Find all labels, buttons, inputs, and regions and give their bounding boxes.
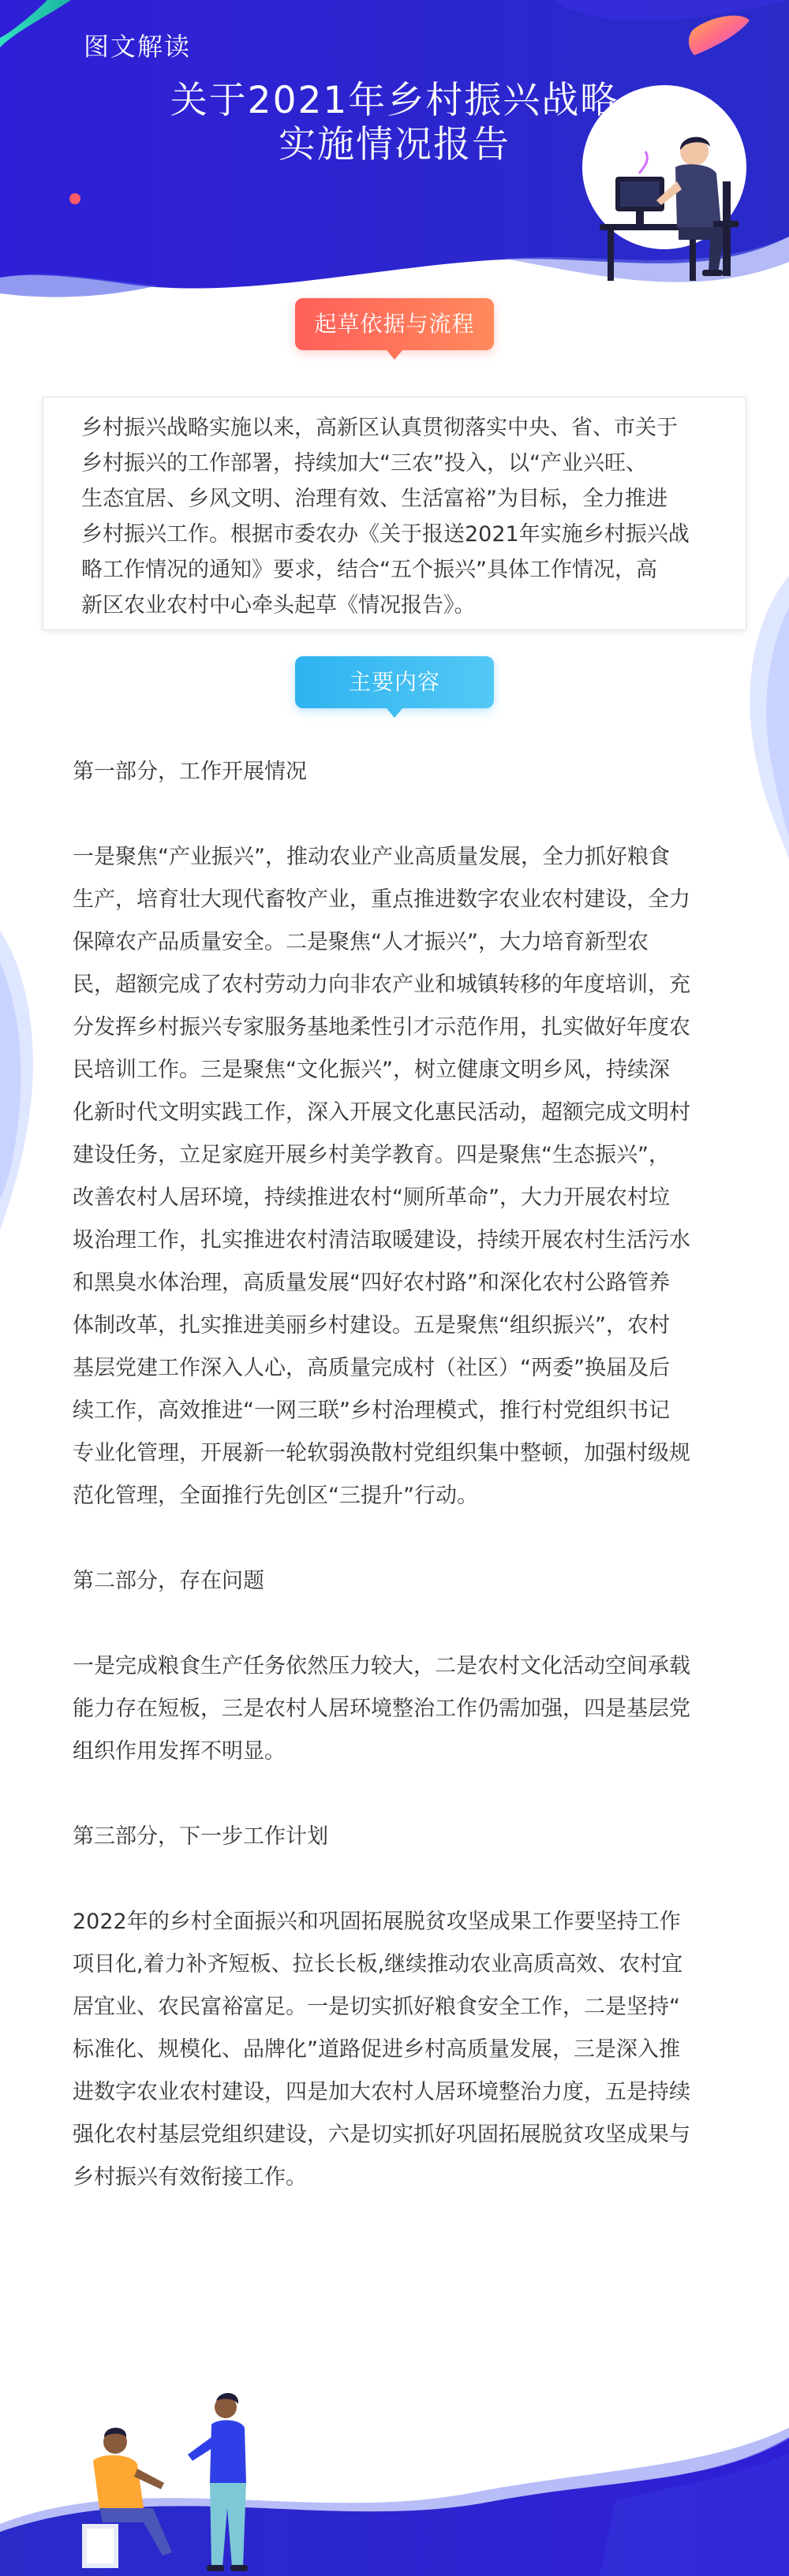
part3-line: 居宜业、农民富裕富足。一是切实抓好粮食安全工作，二是坚持“ xyxy=(73,1995,680,2019)
part2-line: 组织作用发挥不明显。 xyxy=(73,1739,286,1764)
intro-line: 略工作情况的通知》要求，结合“五个振兴”具体工作情况，高 xyxy=(81,558,657,582)
people-talking-illustration xyxy=(71,2390,276,2576)
part1-line: 基层党建工作深入人心，高质量完成村（社区）“两委”换届及后 xyxy=(73,1356,670,1380)
header-tag: 图文解读 xyxy=(84,32,192,62)
part2-heading: 第二部分，存在问题 xyxy=(73,1569,264,1593)
part3-body xyxy=(73,1901,716,2199)
part3-line: 强化农村基层党组织建设，六是切实抓好巩固拓展脱贫攻坚成果与 xyxy=(73,2122,690,2147)
part1-line: 和黑臭水体治理，高质量发展“四好农村路”和深化农村公路管养 xyxy=(73,1271,670,1295)
intro-box xyxy=(43,397,746,630)
part1-line: 改善农村人居环境，持续推进农村“厕所革命”，大力开展农村垃 xyxy=(73,1185,670,1210)
person-at-computer-illustration xyxy=(584,95,757,284)
part1-line: 续工作，高效推进“一网三联”乡村治理模式，推行村党组织书记 xyxy=(73,1398,670,1423)
part1-line: 圾治理工作，扎实推进农村清洁取暖建设，持续开展农村生活污水 xyxy=(73,1228,690,1253)
part1-line: 生产，培育壮大现代畜牧产业，重点推进数字农业农村建设，全力 xyxy=(73,887,690,912)
part1-line: 民，超额完成了农村劳动力向非农产业和城镇转移的年度培训，充 xyxy=(73,973,690,997)
part3-line: 2022年的乡村全面振兴和巩固拓展脱贫攻坚成果工作要坚持工作 xyxy=(73,1910,681,1934)
part1-line: 保障农产品质量安全。二是聚焦“人才振兴”，大力培育新型农 xyxy=(73,930,649,954)
part1-line: 民培训工作。三是聚焦“文化振兴”，树立健康文明乡风，持续深 xyxy=(73,1058,670,1082)
part1-line: 化新时代文明实践工作，深入开展文化惠民活动，超额完成文明村 xyxy=(73,1100,690,1125)
part1-line: 体制改革，扎实推进美丽乡村建设。五是聚焦“组织振兴”，农村 xyxy=(73,1313,670,1338)
part1-body xyxy=(73,836,716,1518)
part1-line: 建设任务，立足家庭开展乡村美学教育。四是聚焦“生态振兴”， xyxy=(73,1143,670,1167)
page-title-line2: 实施情况报告 xyxy=(279,123,510,166)
intro-line: 乡村振兴战略实施以来，高新区认真贯彻落实中央、省、市关于 xyxy=(81,416,678,440)
part3-line: 乡村振兴有效衔接工作。 xyxy=(73,2165,307,2190)
part1-line: 一是聚焦“产业振兴”，推动农业产业高质量发展，全力抓好粮食 xyxy=(73,845,670,869)
main-content xyxy=(73,751,716,2199)
intro-line: 生态宜居、乡风文明、治理有效、生活富裕”为目标，全力推进 xyxy=(81,487,667,511)
part1-line: 分发挥乡村振兴专家服务基地柔性引才示范作用，扎实做好年度农 xyxy=(73,1015,690,1040)
part3-line: 标准化、规模化、品牌化”道路促进乡村高质量发展，三是深入推 xyxy=(73,2037,680,2062)
footer-banner xyxy=(0,2335,789,2576)
part3-line: 进数字农业农村建设，四是加大农村人居环境整治力度，五是持续 xyxy=(73,2080,690,2104)
left-wave-decoration xyxy=(0,931,39,1230)
drafting-basis-badge: 起草依据与流程 xyxy=(295,298,494,350)
intro-line: 新区农业农村中心牵头起草《情况报告》。 xyxy=(81,593,476,618)
part1-line: 范化管理，全面推行先创区“三提升”行动。 xyxy=(73,1484,478,1508)
part3-heading: 第三部分，下一步工作计划 xyxy=(73,1824,328,1849)
part1-line: 专业化管理，开展新一轮软弱涣散村党组织集中整顿，加强村级规 xyxy=(73,1441,690,1465)
intro-line: 乡村振兴的工作部署，持续加大“三农”投入，以“产业兴旺、 xyxy=(81,451,647,476)
part2-line: 能力存在短板，三是农村人居环境整治工作仍需加强，四是基层党 xyxy=(73,1697,690,1721)
part1-heading: 第一部分，工作开展情况 xyxy=(73,760,307,784)
part2-body xyxy=(73,1645,716,1773)
page-title-line1: 关于2021年乡村振兴战略 xyxy=(170,79,619,122)
right-wave-decoration xyxy=(742,576,789,860)
main-content-badge: 主要内容 xyxy=(295,656,494,708)
header-banner xyxy=(0,0,789,315)
intro-line: 乡村振兴工作。根据市委农办《关于报送2021年实施乡村振兴战 xyxy=(81,522,690,547)
part3-line: 项目化,着力补齐短板、拉长长板,继续推动农业高质高效、农村宜 xyxy=(73,1952,683,1977)
part2-line: 一是完成粮食生产任务依然压力较大，二是农村文化活动空间承载 xyxy=(73,1654,690,1678)
